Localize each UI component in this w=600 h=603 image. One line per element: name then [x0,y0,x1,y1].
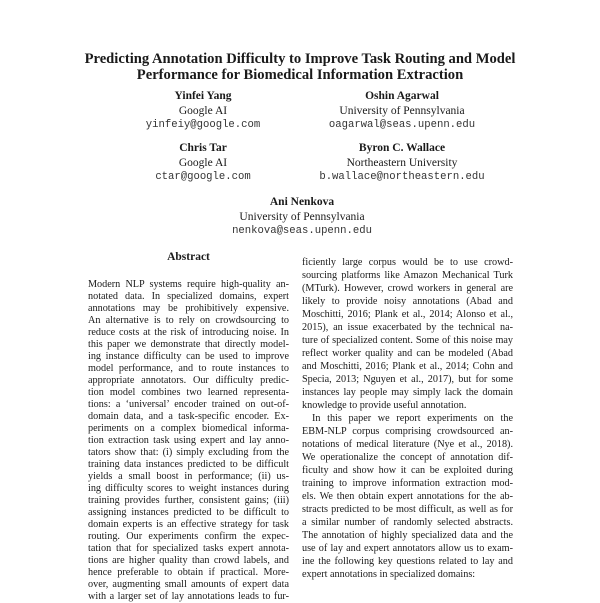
intro-line: ine the following key questions related to lay and [302,556,513,567]
abstract-heading: Abstract [167,251,210,263]
paper-title-line-2: Performance for Biomedical Information Extraction [136,67,464,83]
abstract-line: tions: a ‘universal’ encoder trained on out-of- [88,399,289,410]
abstract-line: tion extraction task using expert and lay anno- [88,435,289,446]
abstract-line: periments on a complex biomedical informa- [88,423,289,434]
intro-line: ficiently large corpus would be to use crowd- [302,257,513,268]
intro-line: We operationalize the concept of annotation dif- [302,452,513,463]
abstract-line: training data instances predicted to be difficult [88,459,289,470]
intro-body [302,256,513,581]
author-affiliation: Northeastern University [346,156,458,169]
intro-line: training to improve information extraction mod- [302,478,513,489]
intro-line: els. We then obtain expert annotations for the ab- [302,491,513,502]
intro-line: use of lay and expert annotators allow us to exam- [302,543,513,554]
abstract-line: tation that for specialized tasks expert annota- [88,543,289,554]
intro-line: ture of specialized content. Some of this noise may [302,335,513,346]
abstract-line: yields a small boost in performance; (ii) us- [88,471,289,482]
intro-line: ficulty and show how it can be exploited during [302,465,513,476]
paper-title-line-1: Predicting Annotation Difficulty to Improve Task Routing and Model [84,51,516,67]
abstract-line: tions are higher quality than crowd labels, and [88,555,289,566]
intro-line: Specia, 2013; Nguyen et al., 2017), but for some [302,374,513,385]
abstract-line: ing difficulty scores to weight instances during [88,483,289,494]
abstract-line: ing instance difficulty can be used to improve [88,351,289,362]
author-affiliation: Google AI [178,156,228,169]
abstract-line: annotations may be prohibitively expensive. [88,303,289,314]
abstract-line: domain experts is an effective strategy for task [88,519,289,530]
intro-line: sourcing platforms like Amazon Mechanical Turk [302,270,513,281]
intro-line: and Moschitti, 2016; Plank et al., 2014; Cohn and [302,361,513,372]
author-name: Yinfei Yang [174,90,232,102]
abstract-line: tion model combines two learned representa- [88,387,289,398]
abstract-line: routing. Our experiments confirm the expec- [88,531,289,542]
abstract-line: over, augmenting small amounts of expert data [88,579,289,590]
abstract-line: An alternative is to rely on crowdsourcing to [88,315,289,326]
intro-line: expert annotations in specialized domains: [302,569,476,580]
abstract-line: with a larger set of lay annotations leads to fur- [88,591,289,602]
abstract-line: hence preferable to obtain if practical. More- [88,567,289,578]
abstract-line: assigning instances predicted to be difficult to [88,507,289,518]
author-block [272,141,532,185]
intro-line: notations of medical literature (Nye et al., 2018). [302,439,513,450]
author-name: Ani Nenkova [269,196,335,208]
author-name: Byron C. Wallace [358,142,446,154]
abstract-body [88,279,289,603]
intro-line: The annotation of highly specialized data and the [302,530,513,541]
abstract-line: training provides further, consistent gains; (iii) [88,495,289,506]
author-email: nenkova@seas.upenn.edu [232,225,372,237]
intro-line: a similar number of randomly selected abstracts. [302,517,513,528]
intro-line: (MTurk). However, crowd workers in general are [302,283,513,294]
author-name: Oshin Agarwal [365,90,439,102]
abstract-line: notated data. In specialized domains, expert [88,291,289,302]
author-email: yinfeiy@google.com [145,119,261,131]
intro-line: EBM-NLP corpus comprising crowdsourced an- [302,426,513,437]
author-email: b.wallace@northeastern.edu [319,171,485,183]
abstract-line: model performance, and to route instances to [88,363,289,374]
author-affiliation: Google AI [178,104,228,117]
abstract-line: Modern NLP systems require high-quality an- [88,279,289,290]
intro-line: instances lay people may simply lack the domain [302,387,513,398]
author-email: oagarwal@seas.upenn.edu [328,119,476,131]
author-affiliation: University of Pennsylvania [339,104,465,117]
author-name: Chris Tar [179,142,227,154]
intro-line: stracts predicted to be most difficult, as well as for [302,504,513,515]
intro-line: reflect worker quality and can be modeled (Abad [302,348,513,359]
author-block [172,195,432,239]
intro-line: Moschitti, 2016; Plank et al., 2014; Alonso et al., [302,309,513,320]
author-block [272,89,532,133]
intro-line: In this paper we report experiments on the [312,413,513,424]
abstract-line: tators show that: (i) simply excluding from the [88,447,289,458]
intro-line: 2015), an issue exacerbated by the technical na- [302,322,513,333]
abstract-line: appropriate annotators. Our difficulty predic- [88,375,289,386]
abstract-line: this paper we demonstrate that directly model- [88,339,289,350]
abstract-line: reduce costs at the risk of introducing noise. In [88,327,289,338]
abstract-line: domain data, and a task-specific encoder. Ex- [88,411,289,422]
author-email: ctar@google.com [155,171,251,183]
author-affiliation: University of Pennsylvania [239,210,365,223]
intro-line: knowledge to provide useful annotation. [302,400,467,411]
intro-line: likely to provide noisy annotations (Abad and [302,296,513,307]
